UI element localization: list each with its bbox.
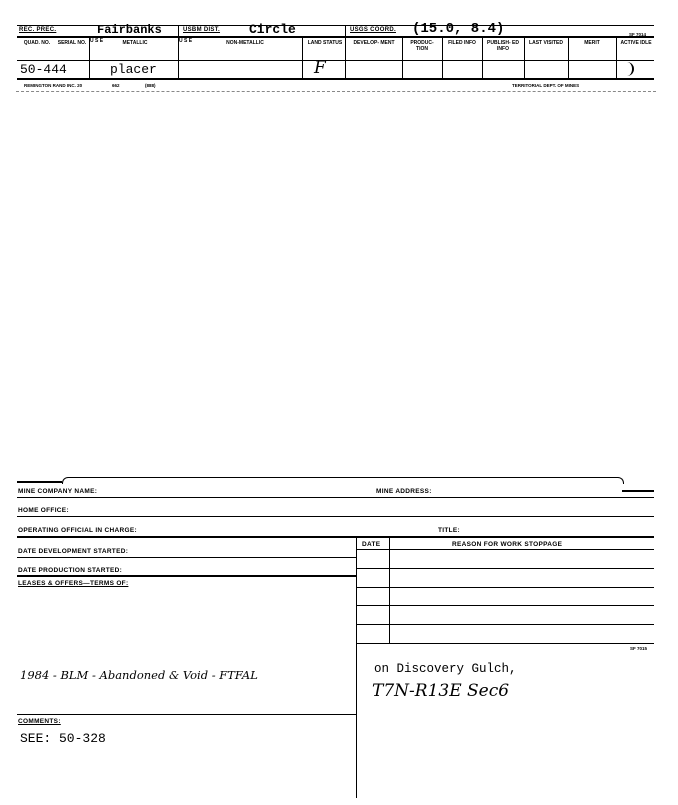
card-tab-edge-left [17, 481, 62, 483]
rule [356, 549, 654, 550]
imprint-code-2: (888) [145, 83, 156, 88]
col-nonmetallic: NON-METALLIC [226, 40, 264, 46]
form-number-bottom: SF 7015 [630, 646, 648, 651]
divider [302, 36, 303, 78]
usgs-coord-label: USGS COORD. [350, 27, 396, 33]
col-quad: QUAD. NO. [23, 40, 51, 46]
rule [356, 587, 654, 588]
usbm-dist-value: Circle [249, 22, 296, 37]
divider [482, 36, 483, 78]
col-serial: SERIAL NO. [57, 40, 87, 46]
header-row-rule [17, 60, 654, 61]
rec-prec-value: Fairbanks [97, 23, 162, 37]
handwritten-township-range: T7N-R13E Sec6 [372, 681, 510, 701]
rule [17, 536, 654, 538]
rule [17, 575, 356, 577]
comments-label: COMMENTS: [18, 718, 61, 725]
metallic-value: placer [110, 62, 157, 77]
divider [389, 536, 390, 643]
divider [616, 36, 617, 78]
rule [17, 714, 356, 715]
rule [356, 605, 654, 606]
rule [356, 643, 654, 644]
imprint-code-1: 662 [112, 83, 120, 88]
rule [17, 557, 356, 558]
date-development-label: DATE DEVELOPMENT STARTED: [18, 548, 129, 555]
divider [442, 36, 443, 78]
department-name: TERRITORIAL DEPT. OF MINES [512, 83, 580, 88]
header-bottom-rule [17, 78, 654, 80]
home-office-label: HOME OFFICE: [18, 507, 69, 514]
rec-prec-label: REC. PREC. [19, 27, 57, 33]
col-use-2: U S E [179, 38, 193, 44]
divider [524, 36, 525, 78]
reason-stoppage-label: REASON FOR WORK STOPPAGE [452, 541, 563, 548]
col-use: U S E [90, 38, 104, 44]
operating-official-label: OPERATING OFFICIAL IN CHARGE: [18, 527, 137, 534]
col-last-visited: LAST VISITED [529, 40, 563, 46]
land-status-value: F [314, 58, 326, 78]
rule [17, 516, 654, 517]
divider [356, 536, 357, 798]
active-idle-mark [620, 62, 634, 76]
col-active-idle: ACTIVE IDLE [620, 40, 652, 46]
rule [356, 568, 654, 569]
col-development: DEVELOP- MENT [353, 40, 395, 46]
date-column-label: DATE [362, 541, 381, 548]
card-tab-edge-right [622, 490, 654, 492]
leases-offers-label: LEASES & OFFERS—TERMS OF: [18, 580, 129, 587]
col-production: PRODUC- TION [410, 40, 434, 52]
rule [356, 624, 654, 625]
date-production-label: DATE PRODUCTION STARTED: [18, 567, 123, 574]
printer-imprint: REMINGTON RAND INC. 20 [24, 83, 83, 88]
divider [402, 36, 403, 78]
col-land-status: LAND STATUS [307, 40, 343, 46]
card-tab-edge [62, 477, 624, 484]
quad-serial-value: 50-444 [20, 62, 67, 77]
usbm-dist-label: USBM DIST. [183, 27, 221, 33]
col-filed-info: FILED INFO [448, 40, 476, 46]
comments-value: SEE: 50-328 [20, 731, 106, 746]
divider [568, 36, 569, 78]
form-number-top: SF 7014 [629, 32, 647, 37]
rule [17, 497, 654, 498]
typed-location-note: on Discovery Gulch, [374, 662, 517, 676]
handwritten-note-blm: 1984 - BLM - Abandoned & Void - FTFAL [20, 668, 258, 682]
col-merit: MERIT [584, 40, 600, 46]
divider [178, 25, 179, 78]
divider [345, 25, 346, 78]
col-metallic: METALLIC [122, 40, 148, 46]
mine-company-label: MINE COMPANY NAME: [18, 488, 98, 495]
card-edge [16, 91, 656, 92]
mine-address-label: MINE ADDRESS: [376, 488, 432, 495]
col-published-info: PUBLISH- ED INFO [487, 40, 519, 52]
usgs-coord-value: (15.0, 8.4) [412, 21, 505, 37]
title-label: TITLE: [438, 527, 461, 534]
